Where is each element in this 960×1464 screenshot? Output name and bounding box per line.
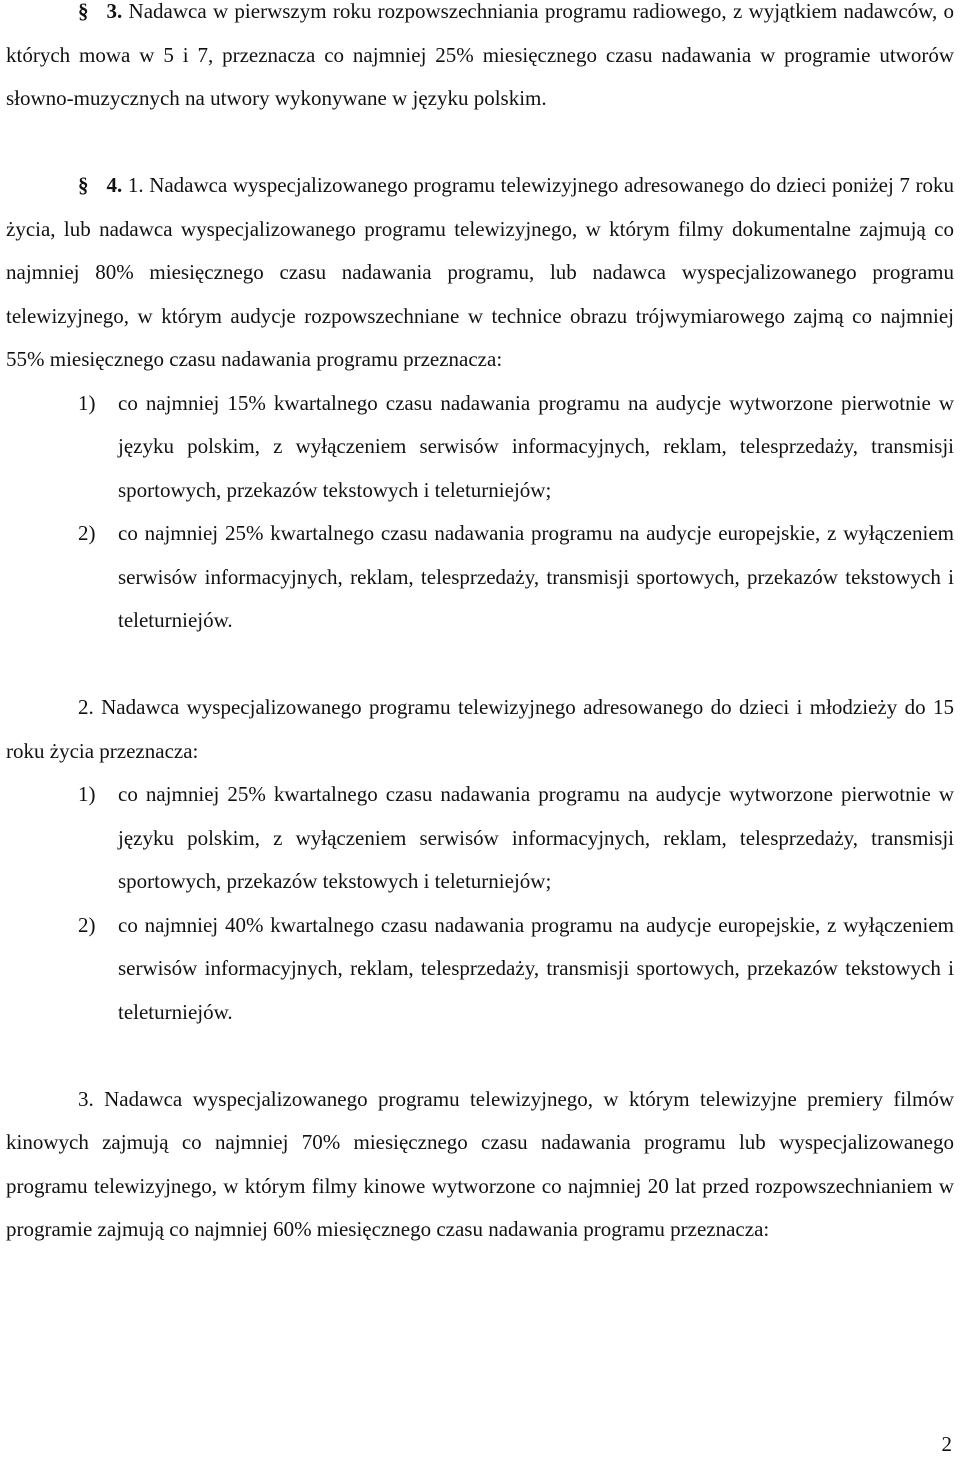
spacer — [6, 1034, 954, 1078]
paragraph-1-number: 1. — [127, 173, 144, 197]
section-3-number: 3. — [106, 0, 123, 23]
list-item-text: co najmniej 25% kwartalnego czasu nadawania programu na audycje wytworzone pierwotnie w języku polskim, z wyłączeniem serwisów informacyjnych, reklam, telesprzedaży, transmisji sportowych, przekazów tekstowych i teleturniejów; — [118, 782, 954, 893]
section-4-paragraph-1 — [6, 164, 954, 382]
paragraph-1-text: Nadawca wyspecjalizowanego programu telewizyjnego adresowanego do dzieci poniżej 7 roku życia, lub nadawca wyspecjalizowanego programu telewizyjnego, w którym filmy dokumentalne zajmują co najmniej 80% miesięcznego czasu nadawania programu, lub nadawca wyspecjalizowanego programu telewizyjnego, w którym audycje rozpowszechniane w technice obrazu trójwymiarowego zajmą co najmniej 55% miesięcznego czasu nadawania programu przeznacza: — [6, 173, 955, 371]
page-number: 2 — [941, 1432, 952, 1456]
document-page — [6, 0, 954, 1464]
section-3-symbol: § — [78, 0, 89, 23]
list-marker: 1) — [78, 782, 96, 806]
paragraph-3-text: Nadawca wyspecjalizowanego programu telewizyjnego, w którym telewizyjne premiery filmów kinowych zajmują co najmniej 70% miesięcznego czasu nadawania programu lub wyspecjalizowanego programu telewizyjnego, w którym filmy kinowe wytworzone co najmniej 20 lat przed rozpowszechnianiem w programie zajmują co najmniej 60% miesięcznego czasu nadawania programu przeznacza: — [6, 1086, 954, 1241]
paragraph-3-number: 3. — [78, 1086, 94, 1111]
list-item-text: co najmniej 15% kwartalnego czasu nadawania programu na audycje wytworzone pierwotnie w języku polskim, z wyłączeniem serwisów informacyjnych, reklam, telesprzedaży, transmisji sportowych, przekazów tekstowych i teleturniejów; — [118, 390, 954, 502]
spacer — [6, 121, 954, 165]
list-marker: 1) — [78, 390, 96, 415]
section-4-symbol: § — [78, 173, 89, 197]
list-marker: 2) — [78, 912, 96, 937]
section-4-paragraph-3 — [6, 1078, 954, 1252]
section-3-paragraph — [6, 0, 954, 121]
list-marker: 2) — [78, 521, 96, 545]
paragraph-2-number: 2. — [78, 695, 94, 719]
list-item — [6, 773, 954, 904]
spacer — [6, 643, 954, 687]
paragraph-1-list — [6, 382, 954, 643]
list-item-text: co najmniej 40% kwartalnego czasu nadawania programu na audycje europejskie, z wyłączeniem serwisów informacyjnych, reklam, telesprzedaży, transmisji sportowych, przekazów tekstowych i teleturniejów. — [118, 912, 954, 1024]
paragraph-2-list — [6, 773, 954, 1034]
list-item — [6, 904, 954, 1035]
section-3-text: Nadawca w pierwszym roku rozpowszechniania programu radiowego, z wyjątkiem nadawców, o których mowa w 5 i 7, przeznacza co najmniej 25% miesięcznego czasu nadawania w programie utworów słowno-muzycznych na utwory wykonywane w języku polskim. — [6, 0, 954, 110]
section-4-paragraph-2 — [6, 686, 954, 773]
section-4-number: 4. — [106, 173, 123, 197]
list-item — [6, 512, 954, 643]
paragraph-2-text: Nadawca wyspecjalizowanego programu telewizyjnego adresowanego do dzieci i młodzieży do 15 roku życia przeznacza: — [6, 695, 954, 763]
list-item-text: co najmniej 25% kwartalnego czasu nadawania programu na audycje europejskie, z wyłączeniem serwisów informacyjnych, reklam, telesprzedaży, transmisji sportowych, przekazów tekstowych i teleturniejów. — [118, 521, 954, 632]
list-item — [6, 382, 954, 513]
